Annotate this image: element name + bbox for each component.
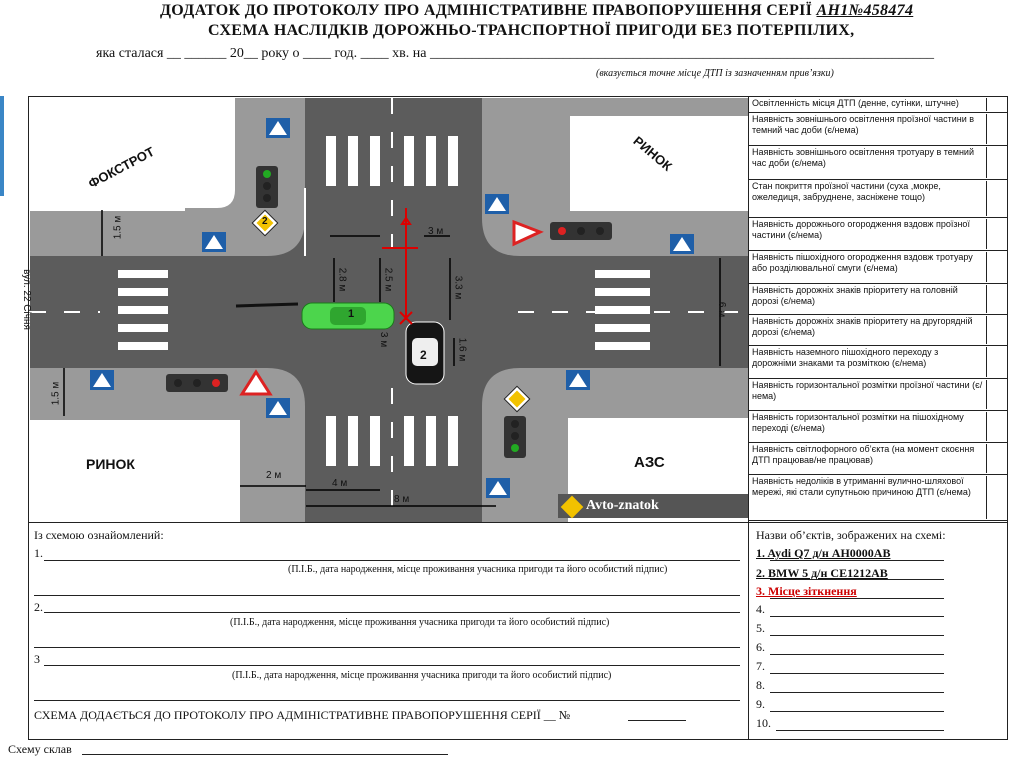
- conditions-row: Освітленність місця ДТП (денне, сутінки, штучне): [748, 97, 1008, 113]
- conditions-row: Наявність недоліків в утриманні вулично-шляхової мережі, які стали супутньою причиною ДТП (є/нема): [748, 475, 1008, 521]
- conditions-row: Наявність дорожніх знаків пріоритету на другорядній дорозі (є/нема): [748, 315, 1008, 346]
- object-line: [770, 654, 944, 655]
- conditions-row: Наявність світлофорного об’єкта (на момент скоєння ДТП працював/не працював): [748, 443, 1008, 475]
- dim-label: 6 м: [716, 301, 728, 318]
- conditions-row: Наявність дорожнього огородження вздовж проїзної частини (є/нема): [748, 218, 1008, 251]
- document-title: ДОДАТОК ДО ПРОТОКОЛУ ПРО АДМІНІСТРАТИВНЕ ПРАВОПОРУШЕННЯ СЕРІЇ АН1№458474: [160, 2, 914, 19]
- dim-label: 4 м: [332, 478, 348, 489]
- object-item: 10.: [756, 716, 771, 730]
- dim-label: 1.6 м: [456, 337, 468, 362]
- signer-3-number: 3: [34, 652, 40, 666]
- left-edge-accent: [0, 96, 4, 196]
- signer-1-caption: (П.І.Б., дата народження, місце проживання учасника пригоди та його особистий підпис): [288, 564, 668, 575]
- conditions-row: Наявність зовнішнього освітлення тротуару в темний час доби (є/нема): [748, 146, 1008, 180]
- car-2-number: 2: [420, 348, 427, 362]
- watermark-logo: Avto-znatok: [586, 498, 659, 513]
- object-line: [770, 711, 944, 712]
- signature-line: [34, 595, 740, 596]
- signature-line: [44, 612, 740, 613]
- dim-label: 1.5 м: [112, 215, 124, 240]
- composed-label: Схему склав: [8, 742, 72, 756]
- dim-label: 1.5 м: [50, 381, 62, 406]
- signature-line: [44, 665, 740, 666]
- dim-label: 2.8 м: [336, 267, 348, 292]
- objects-title: Назви об’єктів, зображених на схемі:: [756, 528, 946, 542]
- building-label-gas-station: АЗС: [634, 454, 665, 471]
- dim-label: 3.3 м: [452, 275, 464, 300]
- protocol-number-line: [628, 720, 686, 721]
- building-label-market-2: РИНОК: [86, 456, 135, 472]
- object-item: 6.: [756, 640, 765, 654]
- object-line: [770, 635, 944, 636]
- street-label: вул. 22 Січня: [20, 269, 32, 330]
- attached-note: СХЕМА ДОДАЄТЬСЯ ДО ПРОТОКОЛУ ПРО АДМІНІСТРАТИВНЕ ПРАВОПОРУШЕННЯ СЕРІЇ __ №: [34, 708, 571, 722]
- acquainted-label: Із схемою ознайомлений:: [34, 528, 164, 542]
- conditions-row: Стан покриття проїзної частини (суха ,мокре, ожеледиця, забруднене, засніжене тощо): [748, 180, 1008, 218]
- dim-label: 2.5 м: [382, 267, 394, 292]
- object-item: 4.: [756, 602, 765, 616]
- object-line: [770, 598, 944, 599]
- car-1-number: 1: [348, 308, 355, 320]
- conditions-row: Наявність дорожніх знаків пріоритету на головній дорозі (є/нема): [748, 284, 1008, 315]
- sign-number: 2: [262, 216, 268, 227]
- signature-line: [44, 560, 740, 561]
- conditions-table: [748, 97, 1008, 522]
- occurred-line: яка сталася __ ______ 20__ року о ____ год. ____ хв. на ________________________________________________________________________: [96, 46, 934, 61]
- composed-line: [82, 754, 448, 755]
- object-item: 7.: [756, 659, 765, 673]
- conditions-row: Наявність пішохідного огородження вздовж тротуару або розділювальної смуги (є/нема): [748, 251, 1008, 284]
- conditions-row: Наявність горизонтальної розмітки на пішохідному переході (є/нема): [748, 411, 1008, 443]
- object-item: 5.: [756, 621, 765, 635]
- object-item: 2. BMW 5 д/н СЕ1212АВ: [756, 566, 888, 580]
- protocol-series: АН1№458474: [816, 2, 914, 19]
- object-line: [770, 692, 944, 693]
- signer-3-caption: (П.І.Б., дата народження, місце проживання учасника пригоди та його особистий підпис): [232, 670, 612, 681]
- intersection-diagram: [20, 98, 748, 522]
- signature-line: [34, 647, 740, 648]
- scheme-subtitle: СХЕМА НАСЛІДКІВ ДОРОЖНЬО-ТРАНСПОРТНОЇ ПРИГОДИ БЕЗ ПОТЕРПІЛИХ,: [208, 22, 855, 39]
- dim-label: 8 м: [394, 494, 410, 505]
- building-label-foxtrot: ФОКСТРОТ: [85, 143, 157, 192]
- object-line: [770, 560, 944, 561]
- signer-2-caption: (П.І.Б., дата народження, місце проживання учасника пригоди та його особистий підпис): [230, 617, 610, 628]
- object-item: 9.: [756, 697, 765, 711]
- conditions-row: Наявність горизонтальної розмітки проїзної частини (є/нема): [748, 379, 1008, 411]
- place-hint: (вказується точне місце ДТП із зазначенням прив’язки): [596, 68, 834, 79]
- signer-1-number: 1.: [34, 546, 43, 560]
- building-label-market-1: РИНОК: [630, 133, 675, 174]
- dim-label: 3 м: [378, 331, 390, 348]
- object-line: [770, 673, 944, 674]
- dim-label: 2 м: [266, 470, 282, 481]
- object-line: [770, 616, 944, 617]
- object-line: [770, 579, 944, 580]
- object-item: 3. Місце зіткнення: [756, 584, 857, 598]
- object-item: 8.: [756, 678, 765, 692]
- object-line: [776, 730, 944, 731]
- conditions-row: Наявність наземного пішохідного переходу з дорожніми знаками та розміткою (є/нема): [748, 346, 1008, 379]
- signer-2-number: 2.: [34, 600, 43, 614]
- dim-label: 3 м: [428, 226, 444, 237]
- signature-line: [34, 700, 740, 701]
- object-item: 1. Aydi Q7 д/н АН0000АВ: [756, 546, 891, 560]
- conditions-row: Наявність зовнішнього освітлення проїзної частини в темний час доби (є/нема): [748, 113, 1008, 146]
